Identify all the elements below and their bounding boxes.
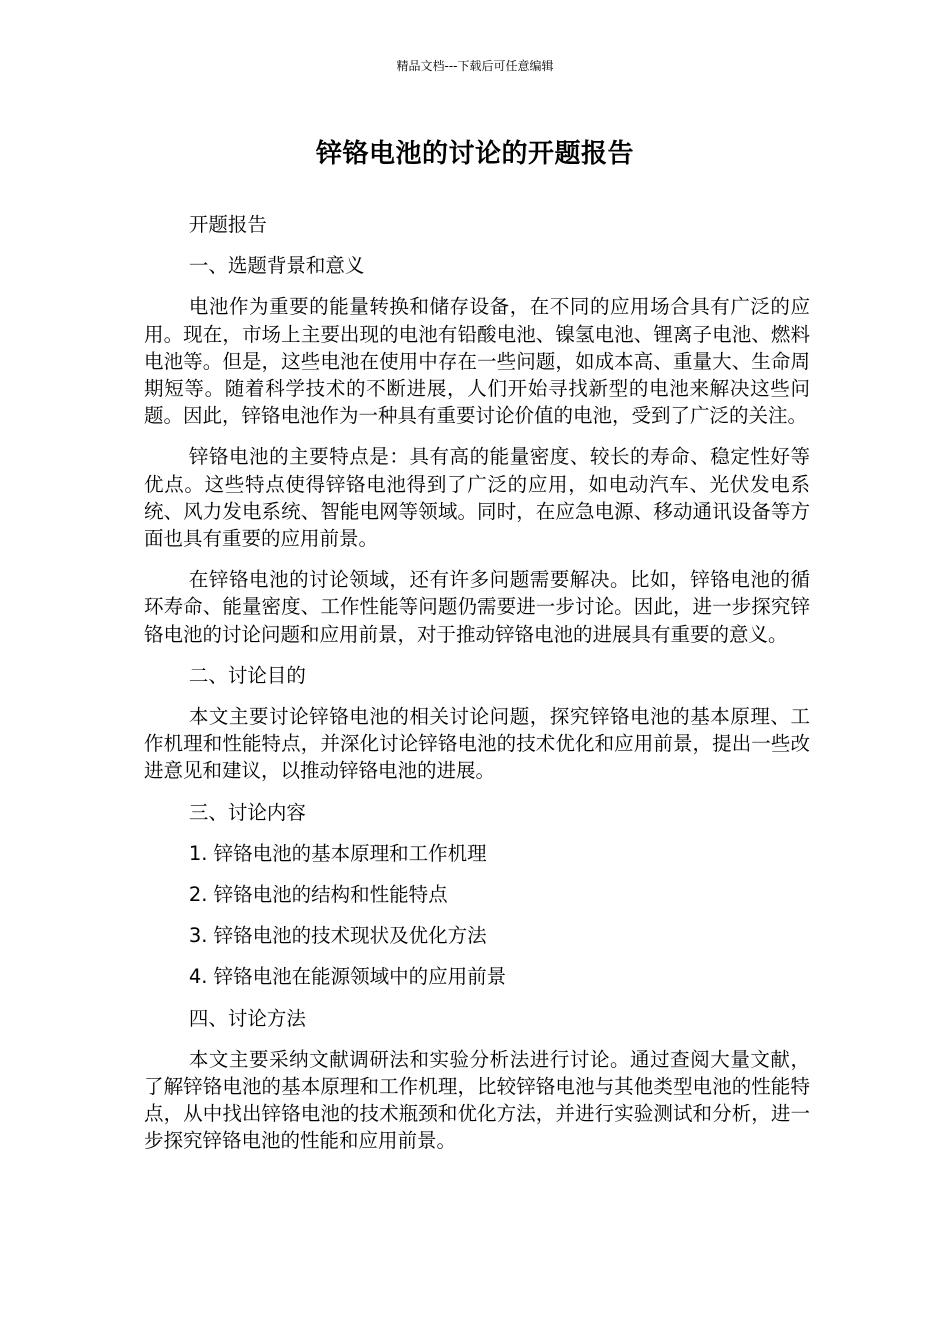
paragraph: 在锌铬电池的讨论领域，还有许多问题需要解决。比如，锌铬电池的循环寿命、能量密度、工作性能等问题仍需要进一步讨论。因此，进一步探究锌铬电池的讨论问题和应用前景，对于推动锌铬电池的进展具有重要的意义。 <box>144 568 810 646</box>
paragraph: 电池作为重要的能量转换和储存设备，在不同的应用场合具有广泛的应用。现在，市场上主要出现的电池有铅酸电池、镍氢电池、锂离子电池、燃料电池等。但是，这些电池在使用中存在一些问题，如成本高、重量大、生命周期短等。随着科学技术的不断进展，人们开始寻找新型的电池来解决这些问题。因此，锌铬电池作为一种具有重要讨论价值的电池，受到了广泛的关注。 <box>144 295 810 428</box>
paragraph: 锌铬电池的主要特点是：具有高的能量密度、较长的寿命、稳定性好等优点。这些特点使得锌铬电池得到了广泛的应用，如电动汽车、光伏发电系统、风力发电系统、智能电网等领域。同时，在应急电源、移动通讯设备等方面也具有重要的应用前景。 <box>144 445 810 551</box>
section-heading-3: 三、讨论内容 <box>188 800 306 824</box>
list-item: 2. 锌铬电池的结构和性能特点 <box>188 883 448 907</box>
page-header: 精品文档---下载后可任意编辑 <box>396 59 554 73</box>
document-body <box>144 211 810 1155</box>
section-heading-1: 一、选题背景和意义 <box>188 254 365 278</box>
document-title: 锌铬电池的讨论的开题报告 <box>315 139 634 169</box>
list-item: 3. 锌铬电池的技术现状及优化方法 <box>188 924 487 948</box>
section-heading-2: 二、讨论目的 <box>188 663 306 687</box>
paragraph: 本文主要采纳文献调研法和实验分析法进行讨论。通过查阅大量文献，了解锌铬电池的基本原理和工作机理，比较锌铬电池与其他类型电池的性能特点，从中找出锌铬电池的技术瓶颈和优化方法，并进行实验测试和分析，进一步探究锌铬电池的性能和应用前景。 <box>144 1047 810 1153</box>
section-heading-4: 四、讨论方法 <box>188 1006 306 1030</box>
list-item: 4. 锌铬电池在能源领域中的应用前景 <box>188 965 507 989</box>
list-item: 1. 锌铬电池的基本原理和工作机理 <box>188 841 487 865</box>
report-label: 开题报告 <box>188 213 267 236</box>
paragraph: 本文主要讨论锌铬电池的相关讨论问题，探究锌铬电池的基本原理、工作机理和性能特点，并深化讨论锌铬电池的技术优化和应用前景，提出一些改进意见和建议，以推动锌铬电池的进展。 <box>144 705 810 783</box>
